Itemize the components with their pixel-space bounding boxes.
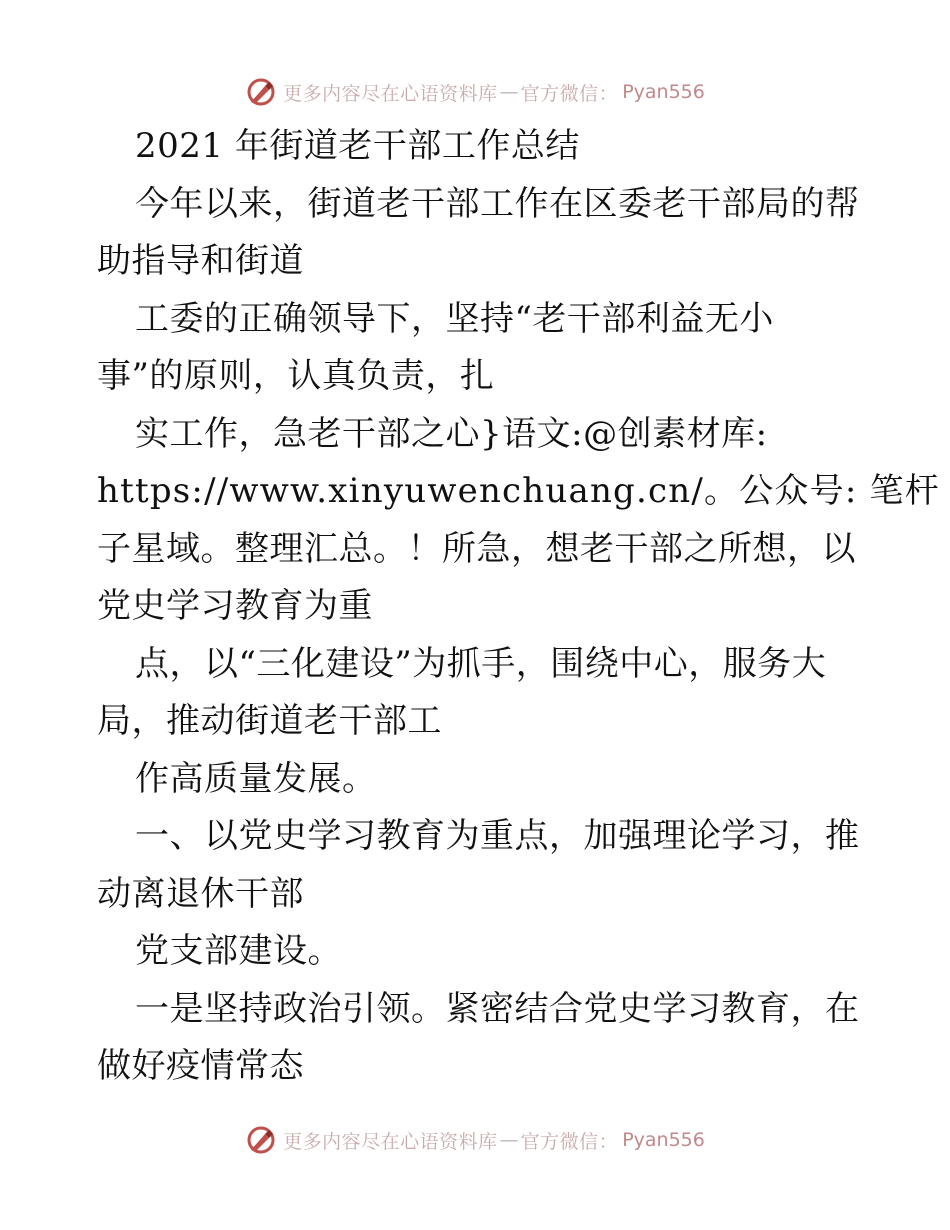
pen-logo-icon (245, 76, 277, 108)
watermark-text: 更多内容尽在心语资料库 (283, 82, 498, 105)
watermark-dash: — (499, 81, 519, 103)
section-heading: 一、以党史学习教育为重点，加强理论学习，推 (135, 816, 860, 856)
watermark-official: 官方微信： (520, 1130, 619, 1153)
watermark-official: 官方微信： (520, 82, 619, 105)
text-line: 助指导和街道 (97, 241, 304, 281)
watermark-dash: — (499, 1129, 519, 1151)
document-title: 2021 年街道老干部工作总结 (135, 126, 580, 166)
text-line: 一是坚持政治引领。紧密结合党史学习教育，在 (135, 988, 860, 1029)
text-line: 子星域。整理汇总。！所急，想老干部之所想，以 (97, 528, 856, 569)
watermark-wechat-id: Pyan556 (622, 81, 705, 103)
text-line: 事”的原则，认真负责，扎 (97, 356, 495, 396)
text-line: https://www.xinyuwenchuang.cn/。公众号: 笔杆 (97, 471, 940, 511)
document-body (97, 118, 940, 1096)
footer-watermark (0, 1120, 950, 1160)
text-line: 党支部建设。 (135, 931, 342, 971)
text-line: 做好疫情常态 (97, 1046, 304, 1086)
text-line: 工委的正确领导下，坚持“老干部利益无小 (135, 298, 774, 339)
text-line: 党史学习教育为重 (97, 586, 373, 626)
text-line: 今年以来，街道老干部工作在区委老干部局的帮 (135, 183, 860, 224)
text-line: 动离退休干部 (97, 873, 304, 914)
text-line: 局，推动街道老干部工 (97, 701, 442, 741)
text-line: 实工作，急老干部之心}语文:@创素材库: (135, 413, 768, 454)
watermark-text: 更多内容尽在心语资料库 (283, 1130, 498, 1153)
watermark-wechat-id: Pyan556 (622, 1129, 705, 1151)
text-line: 作高质量发展。 (135, 758, 377, 799)
header-watermark (0, 72, 950, 112)
pen-logo-icon (245, 1124, 277, 1156)
text-line: 点，以“三化建设”为抓手，围绕中心，服务大 (135, 643, 827, 684)
